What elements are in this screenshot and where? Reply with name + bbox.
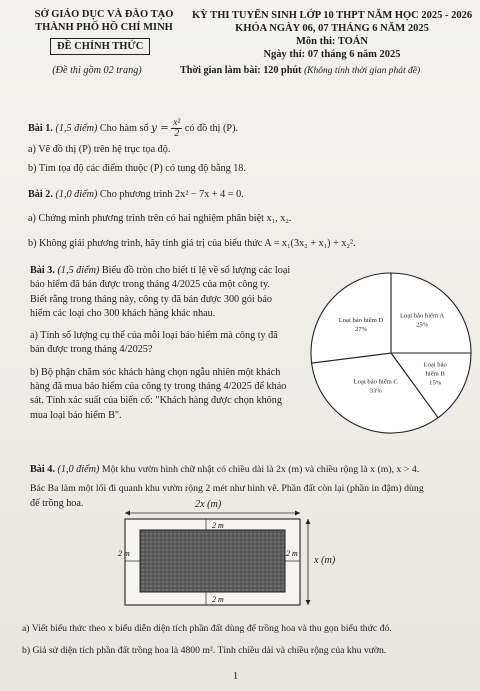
bai2-part-b: b) Không giải phương trình, hãy tính giá trị của biểu thức A = x₁(3x₂ + x₁) + x₂². xyxy=(28,238,356,249)
bai4-intro-line-1: Một khu vườn hình chữ nhật có chiều dài là 2x (m) và chiều rộng là x (m), x > 4. xyxy=(101,464,420,475)
flower-bed xyxy=(140,530,285,592)
city-name: THÀNH PHỐ HỒ CHÍ MINH xyxy=(35,22,173,33)
bai4-part-a: a) Viết biểu thức theo x biểu diễn diện tích phần đất dùng để trồng hoa và thu gọn biểu thức đó. xyxy=(22,623,392,634)
inner-bottom-label: 2 m xyxy=(212,595,224,604)
bai3-points: (1,5 điểm) xyxy=(57,265,100,276)
bai1-intro xyxy=(28,118,468,139)
bai1-func-num: x² xyxy=(173,118,181,128)
bai2-points: (1,0 điểm) xyxy=(55,189,98,200)
pie-label-a: Loại bảo hiểm A 25% xyxy=(400,312,445,329)
header-right xyxy=(192,9,472,61)
bai2-intro xyxy=(28,188,244,202)
bai4-intro-line-2: Bác Ba làm một lối đi quanh khu vườn rộng 2 mét như hình vẽ. Phần đất còn lại (phần in đậm) dùng xyxy=(30,483,424,494)
top-arrow-left xyxy=(125,511,130,516)
bai2-intro-text: Cho phương trình 2x² − 7x + 4 = 0. xyxy=(99,189,244,200)
right-arrow-bottom xyxy=(306,600,311,605)
bai1-title: Bài 1. xyxy=(28,122,53,134)
bai3-text xyxy=(30,264,310,423)
bai3-part-a-line-2: bán được trong tháng 4/2025? xyxy=(30,344,153,356)
time-line xyxy=(180,64,476,79)
exam-title: KỲ THI TUYỂN SINH LỚP 10 THPT NĂM HỌC 2025 - 2026 xyxy=(192,10,473,21)
bai3-part-a-line-1: a) Tính số lượng cụ thể của mỗi loại bảo hiểm mà công ty đã xyxy=(30,330,278,342)
time-label: Thời gian làm bài: 120 phút xyxy=(180,65,302,76)
right-arrow-top xyxy=(306,519,311,524)
exam-subject: Môn thi: TOÁN xyxy=(296,36,368,47)
page-number: 1 xyxy=(233,671,239,682)
time-note: (Không tính thời gian phát đề) xyxy=(303,66,421,76)
bai3-intro-line-3: Biết rằng trong tháng này, công ty đã bán được 300 gói bảo xyxy=(30,293,272,305)
bai3-intro-line-4: hiểm các loại cho 300 khách hàng khác nhau. xyxy=(30,307,216,319)
bai3-part-b-line-2: hàng đã mua bảo hiểm của công ty trong tháng 4/2025 để khảo xyxy=(30,381,287,393)
pie-label-c: Loại bảo hiểm C 33% xyxy=(353,378,398,395)
bai2-part-a: a) Chứng minh phương trình trên có hai nghiệm phân biệt x₁, x₂. xyxy=(28,213,292,224)
bai4-part-b: b) Giả sử diện tích phần đất trồng hoa là 4800 m². Tính chiều dài và chiều rộng của khu vườn. xyxy=(22,645,387,656)
inner-right-label: 2 m xyxy=(286,549,298,558)
bai1-fraction xyxy=(171,118,182,139)
pie-label-b: Loại bảo hiểm B 15% xyxy=(423,361,447,387)
inner-top-label: 2 m xyxy=(212,521,224,530)
bai4-points: (1,0 điểm) xyxy=(57,464,100,475)
pie-label-d: Loại bảo hiểm D 27% xyxy=(338,317,384,334)
bai4-intro-line-3: để trồng hoa. xyxy=(30,498,84,509)
bai2-title: Bài 2. xyxy=(28,189,53,200)
official-stamp: ĐỀ CHÍNH THỨC xyxy=(50,38,150,55)
bai4-title: Bài 4. xyxy=(30,464,55,475)
bai3-intro-line-2: bảo hiểm đã bán được trong tháng 4/2025 của một công ty. xyxy=(30,279,270,291)
bai3-part-b-line-4: mua loại bảo hiểm B". xyxy=(30,409,122,421)
bai1-func-lhs: y = xyxy=(151,122,169,134)
inner-left-label: 2 m xyxy=(118,549,130,558)
pages-note: (Đề thi gồm 02 trang) xyxy=(52,65,142,76)
fig-right-label: x (m) xyxy=(314,555,336,566)
fig-top-label: 2x (m) xyxy=(195,499,222,510)
bai1-part-b: b) Tìm tọa độ các điểm thuộc (P) có tung độ bằng 18. xyxy=(28,163,246,174)
exam-session: KHÓA NGÀY 06, 07 THÁNG 6 NĂM 2025 xyxy=(235,23,429,34)
bai3-intro-line-1: Biểu đồ tròn cho biết tỉ lệ về số lượng các loại xyxy=(101,265,291,276)
exam-date: Ngày thi: 07 tháng 6 năm 2025 xyxy=(263,49,401,60)
bai1-intro-post: có đồ thị (P). xyxy=(184,122,239,134)
insurance-pie-chart xyxy=(306,268,476,438)
department-name: SỞ GIÁO DỤC VÀ ĐÀO TẠO xyxy=(34,9,174,20)
bai1-intro-pre: Cho hàm số xyxy=(99,122,149,134)
bai3-part-b-line-3: sát. Tính xác suất của biến cố: "Khách hàng được chọn không xyxy=(30,395,282,407)
bai3-part-b-line-1: b) Bộ phận chăm sóc khách hàng chọn ngẫu nhiên một khách xyxy=(30,366,281,378)
bai1-points: (1,5 điểm) xyxy=(55,122,98,134)
bai3-title: Bài 3. xyxy=(30,265,55,276)
garden-figure xyxy=(90,505,350,610)
bai1-part-a: a) Vẽ đồ thị (P) trên hệ trục tọa độ. xyxy=(28,144,171,155)
top-arrow-right xyxy=(295,511,300,516)
bai1-func-den: 2 xyxy=(174,129,180,139)
header-left xyxy=(24,8,184,34)
bai4-intro xyxy=(30,463,470,477)
bai3-intro-first xyxy=(30,264,310,278)
